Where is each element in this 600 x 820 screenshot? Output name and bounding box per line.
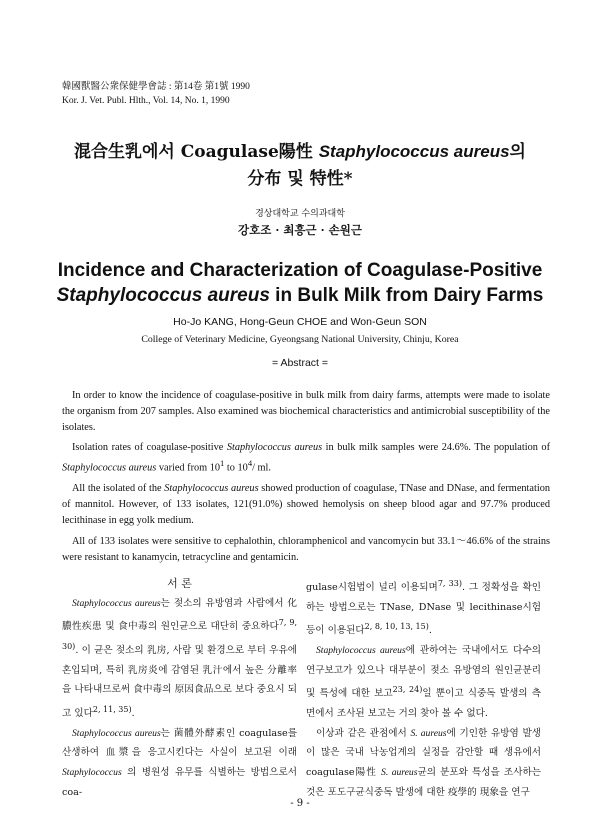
korean-affiliation: 경상대학교 수의과대학 (255, 209, 345, 219)
left-column (62, 574, 297, 802)
korean-title-part1: 混合生乳에서 Coagulase陽性 (74, 142, 319, 162)
abstract-paragraph: All of 133 isolates were sensitive to cephalothin, chloramphenicol and vancomycin but 33.1～46.6% of the strains were resistant to kanamycin, tetracycline and gentamicin. (62, 535, 550, 563)
body-paragraph: gulase시험법이 널리 이용되며$^{7, 33)}$. 그 정확성을 확인하는 방법으로는 TNase, DNase 및 lecithinase시험 등이 이용된다$^{2, 8, 10, 13, 15)}$. (306, 579, 542, 637)
body-paragraph: Staphylococcus aureus는 젖소의 유방염과 사람에서 化膿性疾患 및 食中毒의 원인균으로 대단히 중요하다$^{7, 9, 30)}$. 이 균은 젖소의 乳房, 사람 및 환경으로 부터 우유에 혼입되며, 특히 乳房炎에 감염된 乳汁에서 높은 分離率을 나타내므로써 食中毒의 原因食品으로 보다 중요시 되고 있다$^{2, 11, 35)}$. (62, 597, 297, 720)
page-number: - 9 - (290, 798, 310, 809)
english-title-species: Staphylococcus aureus (56, 285, 270, 306)
abstract-heading: = Abstract = (271, 357, 329, 369)
english-affiliation: College of Veterinary Medicine, Gyeongsang National University, Chinju, Korea (141, 334, 459, 345)
journal-korean-line: 韓國獸醫公衆保健學會誌 : 第14卷 第1號 1990 (62, 82, 250, 92)
korean-title-part2: 의 (509, 142, 526, 162)
section-heading-introduction: 서 론 (167, 577, 192, 590)
body-paragraph: Staphylococcus aureus에 관하여는 국내에서도 다수의 연구보고가 있으나 대부분이 젖소 유방염의 원인균분리 및 특성에 대한 보고$^{23, 24)}$일 뿐이고 식중독 발생의 측면에서 조사된 보고는 거의 찾아 볼 수 없다. (306, 645, 541, 720)
english-title-line1: Incidence and Characterization of Coagulase-Positive (57, 260, 543, 281)
abstract-paragraph: Isolation rates of coagulase-positive Staphylococcus aureus in bulk milk samples were 24.6%. The population of Staphylococcus aureus varied from $10^1$ to $10^4/$ ml. (62, 442, 550, 474)
journal-english-line: Kor. J. Vet. Publ. Hlth., Vol. 14, No. 1, 1990 (62, 96, 230, 106)
english-title-line2-rest: in Bulk Milk from Dairy Farms (269, 285, 544, 306)
body-paragraph: Staphylococcus aureus는 菌體外酵素인 coagulase를 산생하여 血漿을 응고시킨다는 사실이 보고된 이래 Staphylococcus 의 병원성 유무를 식별하는 방법으로서 coa- (62, 727, 297, 798)
abstract-paragraph: In order to know the incidence of coagulase-positive in bulk milk from dairy farms, attempts were made to isolate the organism from 207 samples. Also examined was biochemical characteristics and antimicrobial susceptibility of the isolates. (62, 390, 550, 433)
english-title (50, 258, 550, 308)
journal-header (62, 80, 250, 108)
english-authors: Ho-Jo KANG, Hong-Geun CHOE and Won-Geun SON (173, 316, 427, 328)
korean-title (60, 138, 540, 193)
abstract-body (62, 388, 550, 570)
right-column (306, 574, 541, 802)
korean-title-line2: 分布 및 特性* (247, 169, 353, 189)
korean-authors: 강호조 · 최흥근 · 손원근 (237, 223, 362, 237)
body-paragraph: 이상과 같은 관점에서 S. aureus에 기인한 유방염 발생이 많은 국내 낙농업계의 실정을 감안할 때 생유에서 coagulase陽性 S. aureus균의 분포와 특성을 조사하는 것은 포도구균식중독 발생에 대한 疫學的 現象을 연구 (306, 727, 541, 798)
abstract-paragraph: All the isolated of the Staphylococcus aureus showed production of coagulase, TNase and DNase, and fermentation of mannitol. However, of 133 isolates, 121(91.0%) showed hemolysis on sheep blood agar and 97.7% produced lecithinase in egg yolk medium. (62, 483, 550, 526)
korean-title-species: Staphylococcus aureus (318, 142, 510, 161)
